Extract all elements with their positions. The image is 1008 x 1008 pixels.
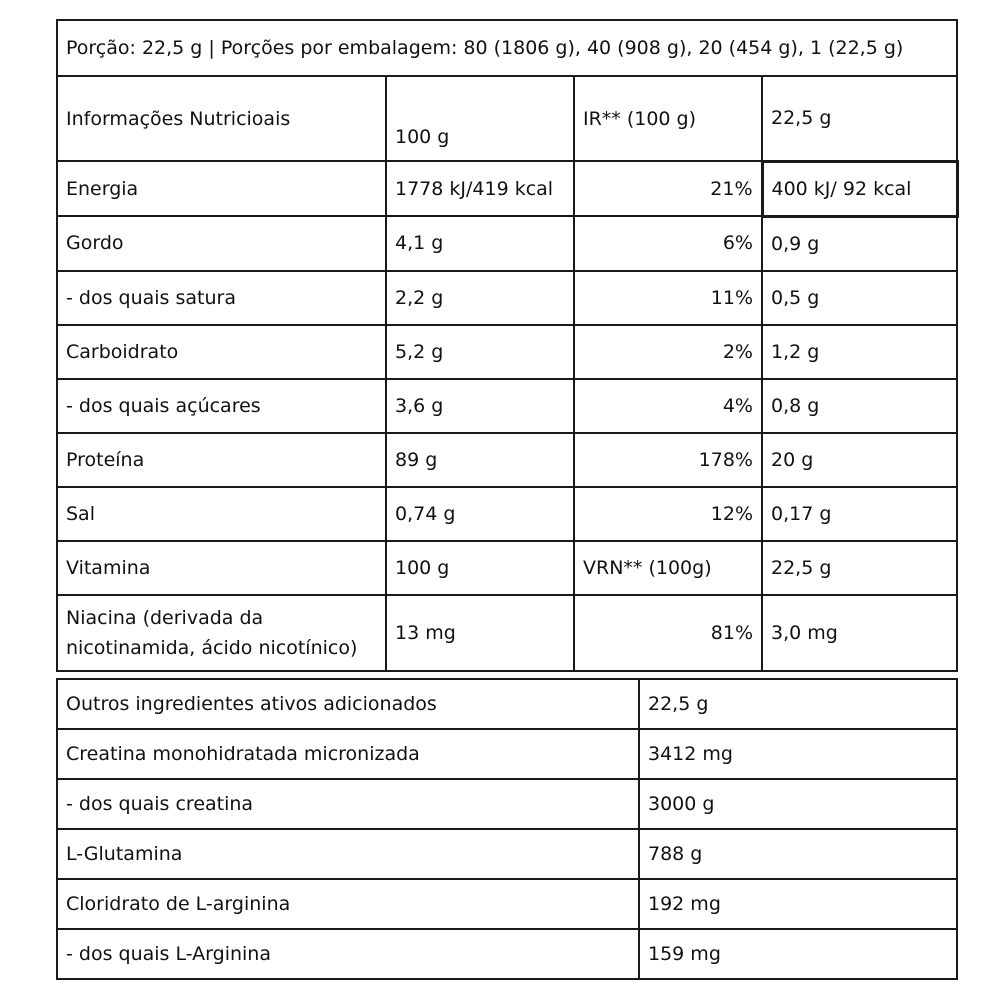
ir-percent: 178% [574,433,762,487]
header-per-100g: 100 g [386,76,574,161]
header-nutrition-info: Informações Nutricioais [57,76,386,161]
per-100g-value: 4,1 g [386,216,574,271]
nutrient-name: Vitamina [57,541,386,595]
ingredient-name: Outros ingredientes ativos adicionados [57,679,639,729]
vrn-percent: 81% [574,595,762,671]
ingredient-row [57,929,957,979]
nutrition-row-sugars [57,379,957,433]
ingredient-name: - dos quais creatina [57,779,639,829]
ingredient-row [57,679,957,729]
ingredient-name: Creatina monohidratada micronizada [57,729,639,779]
nutrition-row-vitamin-header [57,541,957,595]
per-serving-value: 0,9 g [762,216,957,271]
per-serving-value: 0,17 g [762,487,957,541]
per-serving-value: 20 g [762,433,957,487]
nutrition-row-saturated [57,271,957,325]
per-100g-value: 100 g [386,541,574,595]
nutrition-row-niacin [57,595,957,671]
per-100g-value: 2,2 g [386,271,574,325]
ingredient-row [57,829,957,879]
per-serving-value: 3,0 mg [762,595,957,671]
ir-percent: 4% [574,379,762,433]
ir-percent: 21% [574,161,762,216]
ir-percent: 6% [574,216,762,271]
per-serving-value: 0,8 g [762,379,957,433]
nutrient-name: - dos quais açúcares [57,379,386,433]
vrn-header: VRN** (100g) [574,541,762,595]
per-100g-value: 89 g [386,433,574,487]
header-per-serving: 22,5 g [762,76,957,161]
header-ir-100g: IR** (100 g) [574,76,762,161]
nutrition-row-protein [57,433,957,487]
per-serving-value: 0,5 g [762,271,957,325]
per-100g-value: 13 mg [386,595,574,671]
per-100g-value: 3,6 g [386,379,574,433]
per-serving-value: 22,5 g [762,541,957,595]
per-serving-value: 400 kJ/ 92 kcal [762,161,957,216]
ingredient-name: L-Glutamina [57,829,639,879]
serving-row [57,20,957,76]
nutrition-row-salt [57,487,957,541]
nutrient-name: Proteína [57,433,386,487]
nutrition-row-fat [57,216,957,271]
ingredient-amount: 22,5 g [639,679,957,729]
ingredient-name: Cloridrato de L-arginina [57,879,639,929]
per-serving-value: 1,2 g [762,325,957,379]
nutrient-name: Gordo [57,216,386,271]
per-100g-value: 1778 kJ/419 kcal [386,161,574,216]
ingredient-amount: 159 mg [639,929,957,979]
nutrient-name: Energia [57,161,386,216]
ingredient-amount: 3412 mg [639,729,957,779]
ir-percent: 11% [574,271,762,325]
nutrient-name: Carboidrato [57,325,386,379]
nutrition-row-energy [57,161,957,216]
ingredient-amount: 192 mg [639,879,957,929]
ingredient-row [57,729,957,779]
ir-percent: 2% [574,325,762,379]
ingredient-amount: 788 g [639,829,957,879]
nutrition-header-row [57,76,957,161]
per-100g-value: 5,2 g [386,325,574,379]
ingredient-name: - dos quais L-Arginina [57,929,639,979]
nutrient-name: - dos quais satura [57,271,386,325]
nutrition-row-carbs [57,325,957,379]
nutrient-name: Sal [57,487,386,541]
ingredients-table [56,678,958,980]
ingredient-row [57,779,957,829]
ingredient-amount: 3000 g [639,779,957,829]
nutrition-table [56,19,959,672]
ingredient-row [57,879,957,929]
serving-info: Porção: 22,5 g | Porções por embalagem: 80 (1806 g), 40 (908 g), 20 (454 g), 1 (22,5 g) [57,20,957,76]
ir-percent: 12% [574,487,762,541]
nutrient-name: Niacina (derivada da nicotinamida, ácido nicotínico) [57,595,386,671]
per-100g-value: 0,74 g [386,487,574,541]
